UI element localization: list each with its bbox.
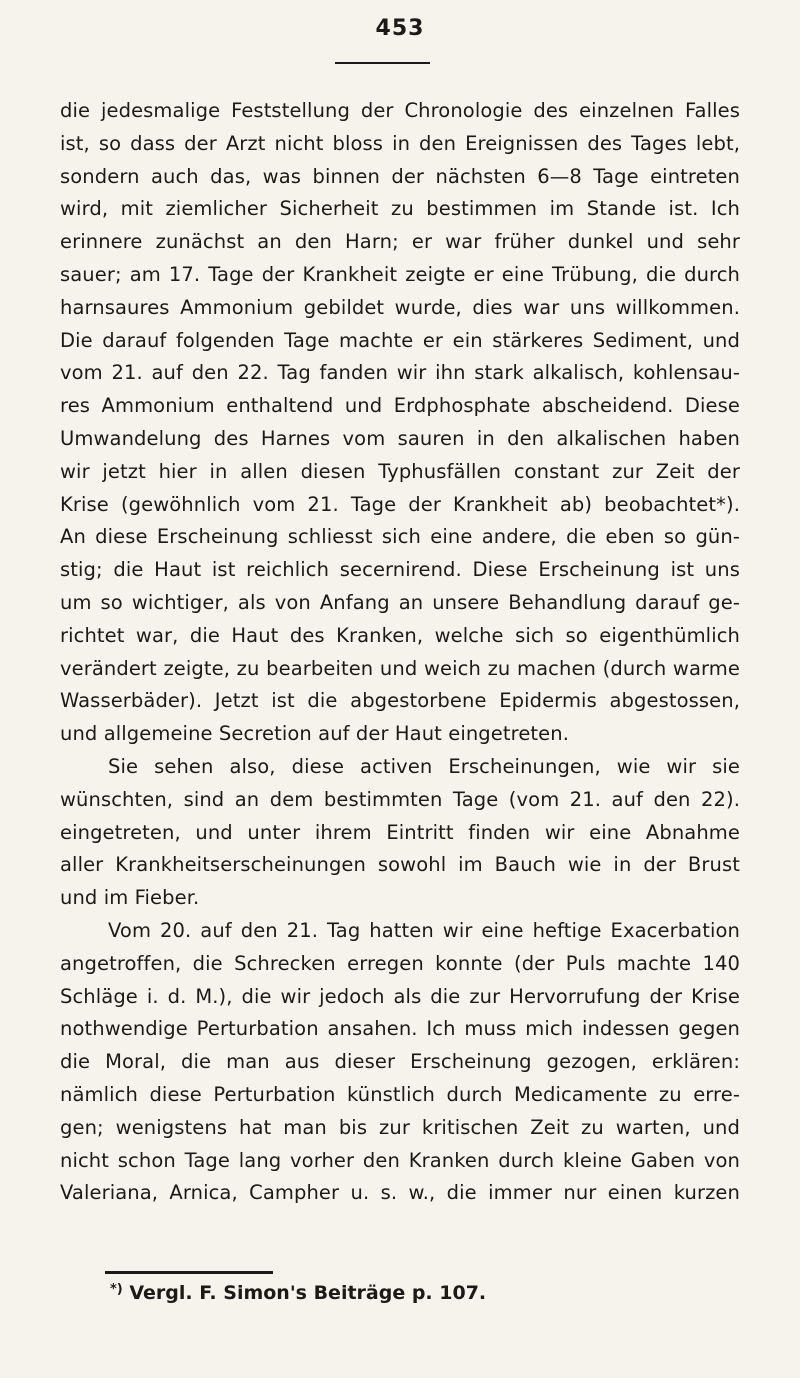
text-line: wird, mit ziemlicher Sicherheit zu bestimmen im Stande ist. Ich xyxy=(60,197,740,221)
text-line: Wasserbäder). Jetzt ist die abgestorbene Epidermis abgestossen, xyxy=(60,689,740,713)
text-line: und allgemeine Secretion auf der Haut eingetreten. xyxy=(60,722,570,746)
footnote-rule xyxy=(105,1271,273,1274)
text-line: vom 21. auf den 22. Tag fanden wir ihn stark alkalisch, kohlensau- xyxy=(60,361,740,385)
body-text xyxy=(60,95,740,1210)
text-line: An diese Erscheinung schliesst sich eine andere, die eben so gün- xyxy=(60,525,740,549)
text-line: ist, so dass der Arzt nicht bloss in den Ereignissen des Tages lebt, xyxy=(60,131,740,155)
page-number-rule xyxy=(335,62,430,64)
text-line: nothwendige Perturbation ansahen. Ich muss mich indessen gegen xyxy=(60,1017,740,1041)
text-line: res Ammonium enthaltend und Erdphosphate abscheidend. Diese xyxy=(60,394,740,418)
footnote xyxy=(110,1282,486,1304)
footnote-marker: *) xyxy=(110,1282,123,1297)
text-line: die Moral, die man aus dieser Erscheinung gezogen, erklären: xyxy=(60,1050,740,1074)
text-line: um so wichtiger, als von Anfang an unsere Behandlung darauf ge- xyxy=(60,590,740,614)
text-line: Umwandelung des Harnes vom sauren in den alkalischen haben xyxy=(60,426,740,450)
text-line: und im Fieber. xyxy=(60,886,200,910)
page-number: 453 xyxy=(375,16,425,41)
text-line: Schläge i. d. M.), die wir jedoch als die zur Hervorrufung der Krise xyxy=(60,984,740,1008)
footnote-text: Vergl. F. Simon's Beiträge p. 107. xyxy=(129,1282,487,1304)
text-line: Krise (gewöhnlich vom 21. Tage der Krankheit ab) beobachtet*). xyxy=(60,492,740,516)
text-line: Valeriana, Arnica, Campher u. s. w., die immer nur einen kurzen xyxy=(60,1181,740,1205)
text-line: eingetreten, und unter ihrem Eintritt finden wir eine Abnahme xyxy=(60,820,740,844)
text-line: wir jetzt hier in allen diesen Typhusfällen constant zur Zeit der xyxy=(60,459,740,483)
text-line: Die darauf folgenden Tage machte er ein stärkeres Sediment, und xyxy=(60,328,740,352)
text-line: richtet war, die Haut des Kranken, welche sich so eigenthümlich xyxy=(60,623,740,647)
text-line: gen; wenigstens hat man bis zur kritischen Zeit zu warten, und xyxy=(60,1115,740,1139)
text-line: nämlich diese Perturbation künstlich durch Medicamente zu erre- xyxy=(60,1082,740,1106)
text-line: wünschten, sind an dem bestimmten Tage (vom 21. auf den 22). xyxy=(60,787,740,811)
text-line: die jedesmalige Feststellung der Chronologie des einzelnen Falles xyxy=(60,99,740,122)
text-line: sauer; am 17. Tage der Krankheit zeigte er eine Trübung, die durch xyxy=(60,262,740,286)
text-line: aller Krankheitserscheinungen sowohl im Bauch wie in der Brust xyxy=(60,853,740,877)
text-line: erinnere zunächst an den Harn; er war früher dunkel und sehr xyxy=(60,230,740,254)
text-line: Vom 20. auf den 21. Tag hatten wir eine heftige Exacerbation xyxy=(108,918,740,942)
text-line: sondern auch das, was binnen der nächsten 6—8 Tage eintreten xyxy=(60,164,740,188)
text-line: stig; die Haut ist reichlich secernirend. Diese Erscheinung ist uns xyxy=(60,558,740,582)
text-line: nicht schon Tage lang vorher den Kranken durch kleine Gaben von xyxy=(60,1148,740,1172)
text-line: verändert zeigte, zu bearbeiten und weich zu machen (durch warme xyxy=(60,656,740,680)
text-line: Sie sehen also, diese activen Erscheinungen, wie wir sie xyxy=(108,754,740,778)
text-line: angetroffen, die Schrecken erregen konnte (der Puls machte 140 xyxy=(60,951,740,975)
text-line: harnsaures Ammonium gebildet wurde, dies war uns willkommen. xyxy=(60,295,740,319)
